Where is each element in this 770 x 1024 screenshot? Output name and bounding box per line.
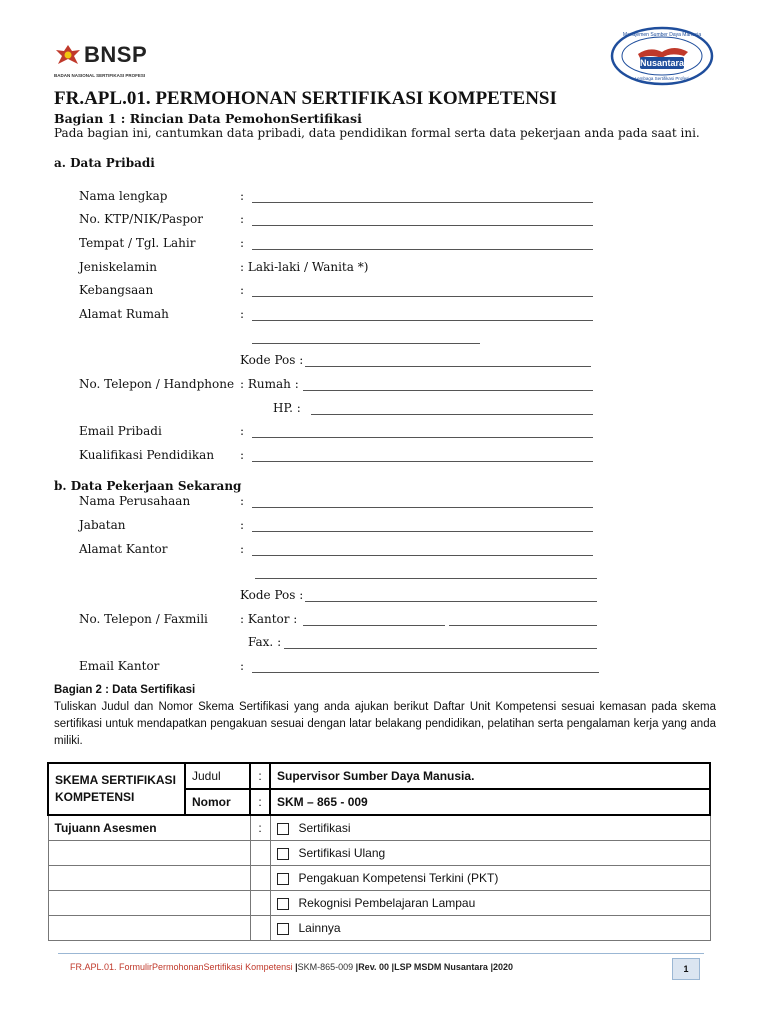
kebangsaan-field[interactable] — [252, 296, 593, 297]
colon: : — [250, 789, 270, 815]
part2-text: Tuliskan Judul dan Nomor Skema Sertifikasi yang anda ajukan berikut Daftar Unit Kompetensi sesuai kemasan pada skema sertifikasi untuk mendapatkan pengakuan sesuai dengan latar belakang pendidikan, pelatihan serta pengalaman kerja yang anda miliki. — [54, 701, 716, 747]
colon: : — [240, 283, 245, 297]
label-kebangsaan: Kebangsaan — [79, 283, 154, 297]
alamat-kantor-field-2[interactable] — [255, 578, 597, 579]
kualifikasi-field[interactable] — [252, 461, 593, 462]
hp-field[interactable] — [311, 414, 593, 415]
perusahaan-field[interactable] — [252, 507, 593, 508]
label-kualifikasi: Kualifikasi Pendidikan — [79, 448, 215, 462]
colon: : — [240, 494, 245, 508]
part1-heading: Bagian 1 : Rincian Data PemohonSertifikasi — [54, 111, 362, 126]
nomor-value: SKM – 865 - 009 — [270, 789, 710, 815]
footer-rev: Rev. 00 — [358, 962, 392, 972]
bnsp-logo — [54, 42, 164, 82]
option-lainnya[interactable]: Lainnya — [270, 916, 710, 941]
svg-text:Nusantara: Nusantara — [639, 58, 685, 68]
checkbox-icon[interactable] — [277, 923, 289, 935]
alamat-rumah-field[interactable] — [252, 320, 593, 321]
colon: : — [240, 518, 245, 532]
skema-label: SKEMA SERTIFIKASI KOMPETENSI — [48, 763, 185, 815]
nomor-label: Nomor — [185, 789, 250, 815]
section-a-heading: a. Data Pribadi — [54, 156, 155, 170]
telepon-rumah-field[interactable] — [303, 390, 593, 391]
telepon-kantor-field[interactable] — [303, 625, 445, 626]
colon: : — [250, 763, 270, 789]
label-email-pribadi: Email Pribadi — [79, 424, 162, 438]
colon: : — [240, 448, 245, 462]
garuda-icon — [54, 42, 82, 72]
footer-doc: FR.APL.01. FormulirPermohonanSertifikasi Kompetensi — [70, 962, 296, 972]
label-nama: Nama lengkap — [79, 189, 168, 203]
svg-text:Lembaga Sertifikasi Profesi: Lembaga Sertifikasi Profesi — [634, 76, 690, 81]
colon: : — [240, 659, 245, 673]
label-kodepos-kantor: Kode Pos : — [240, 588, 304, 602]
checkbox-icon[interactable] — [277, 898, 289, 910]
label-perusahaan: Nama Perusahaan — [79, 494, 191, 508]
page-footer: FR.APL.01. FormulirPermohonanSertifikasi Kompetensi |SKM-865-009 |Rev. 00 |LSP MSDM Nusantara |2020 1 — [58, 953, 704, 982]
label-jeniskelamin: Jeniskelamin — [79, 260, 157, 274]
lsp-seal-logo — [610, 26, 714, 86]
option-sertifikasi[interactable]: Sertifikasi — [270, 815, 710, 841]
label-alamat-kantor: Alamat Kantor — [79, 542, 168, 556]
colon: : — [240, 212, 245, 226]
email-kantor-field[interactable] — [252, 672, 599, 673]
fax-field[interactable] — [284, 648, 597, 649]
page-title: FR.APL.01. PERMOHONAN SERTIFIKASI KOMPETENSI — [54, 88, 557, 109]
colon: : — [240, 307, 245, 321]
colon: : — [240, 189, 245, 203]
alamat-rumah-field-2[interactable] — [252, 343, 480, 344]
nama-field[interactable] — [252, 202, 593, 203]
footer-lsp: LSP MSDM Nusantara — [394, 962, 491, 972]
label-fax: Fax. : — [248, 635, 282, 649]
label-kantor: : Kantor : — [240, 612, 298, 626]
part2-heading: Bagian 2 : Data Sertifikasi — [54, 684, 196, 696]
section-b-heading: b. Data Pekerjaan Sekarang — [54, 479, 242, 493]
option-sertifikasi-ulang[interactable]: Sertifikasi Ulang — [270, 841, 710, 866]
judul-label: Judul — [185, 763, 250, 789]
label-rumah: : Rumah : — [240, 377, 299, 391]
label-kodepos: Kode Pos : — [240, 353, 304, 367]
bnsp-logo-subtext: BADAN NASIONAL SERTIFIKASI PROFESI — [54, 73, 146, 78]
telepon-kantor-field-2[interactable] — [449, 625, 597, 626]
ttl-field[interactable] — [252, 249, 593, 250]
kodepos-field[interactable] — [305, 366, 591, 367]
footer-year: 2020 — [492, 962, 513, 972]
colon: : — [250, 815, 270, 841]
label-email-kantor: Email Kantor — [79, 659, 160, 673]
label-ttl: Tempat / Tgl. Lahir — [79, 236, 196, 250]
checkbox-icon[interactable] — [277, 848, 289, 860]
option-rekognisi[interactable]: Rekognisi Pembelajaran Lampau — [270, 891, 710, 916]
part1-intro: Pada bagian ini, cantumkan data pribadi, data pendidikan formal serta data pekerjaan anda pada saat ini. — [54, 126, 700, 140]
tujuan-label: Tujuann Asesmen — [48, 815, 250, 841]
label-jabatan: Jabatan — [79, 518, 126, 532]
colon: : — [240, 236, 245, 250]
alamat-kantor-field[interactable] — [252, 555, 593, 556]
kodepos-kantor-field[interactable] — [305, 601, 597, 602]
option-pkt[interactable]: Pengakuan Kompetensi Terkini (PKT) — [270, 866, 710, 891]
jeniskelamin-value[interactable]: : Laki-laki / Wanita *) — [240, 260, 369, 274]
jabatan-field[interactable] — [252, 531, 593, 532]
checkbox-icon[interactable] — [277, 823, 289, 835]
certification-table — [47, 762, 711, 941]
judul-value: Supervisor Sumber Daya Manusia. — [270, 763, 710, 789]
label-alamat-rumah: Alamat Rumah — [79, 307, 169, 321]
footer-skm: SKM-865-009 — [297, 962, 356, 972]
svg-text:Manajemen Sumber Daya Manusia: Manajemen Sumber Daya Manusia — [622, 32, 702, 38]
colon: : — [240, 542, 245, 556]
checkbox-icon[interactable] — [277, 873, 289, 885]
colon: : — [240, 424, 245, 438]
page-number: 1 — [672, 958, 700, 980]
bnsp-logo-text: BNSP — [84, 42, 148, 67]
label-telepon-faxmili: No. Telepon / Faxmili — [79, 612, 208, 626]
label-telepon: No. Telepon / Handphone — [79, 377, 235, 391]
email-pribadi-field[interactable] — [252, 437, 593, 438]
label-ktp: No. KTP/NIK/Paspor — [79, 212, 203, 226]
ktp-field[interactable] — [252, 225, 593, 226]
label-hp: HP. : — [273, 401, 301, 415]
